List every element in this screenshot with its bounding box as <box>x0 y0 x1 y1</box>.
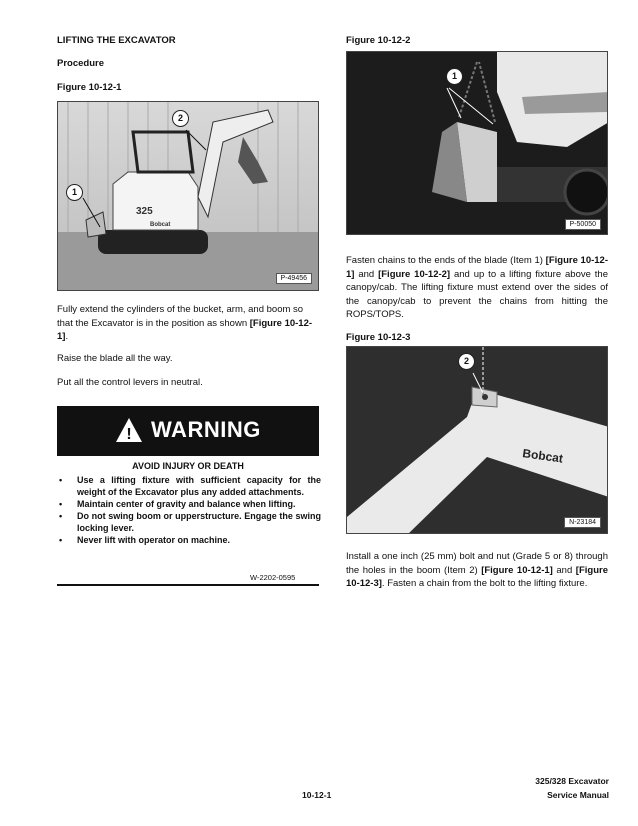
paragraph-fasten-chains: Fasten chains to the ends of the blade (Item 1) [Figure 10-12-1] and [Figure 10-12-2] and up to a lifting fixture above the canopy/cab. The lifting fixture must extend over the sides of the canopy/cab to prevent the chains from hitting the ROPS/TOPS. <box>346 255 609 320</box>
photo-code: P-49456 <box>276 273 312 284</box>
figure-1-label: Figure 10-12-1 <box>57 82 122 93</box>
callout-2: 2 <box>458 353 475 370</box>
callout-2: 2 <box>172 110 189 127</box>
svg-text:!: ! <box>126 426 132 443</box>
figure-ref: [Figure 10-12-1] <box>57 317 313 342</box>
boom-brand-decal: Bobcat <box>521 446 564 466</box>
excavator-photo-illustration <box>58 102 319 291</box>
footer-model: 325/328 Excavator <box>535 776 609 786</box>
section-heading: LIFTING THE EXCAVATOR <box>57 35 176 46</box>
machine-model-decal: 325 <box>136 206 153 217</box>
warning-banner <box>57 406 319 456</box>
photo-code: P-50050 <box>565 219 601 230</box>
warning-code: W-2202-0595 <box>250 573 296 582</box>
footer-manual: Service Manual <box>547 790 609 800</box>
warning-item: • Never lift with operator on machine. <box>57 534 321 546</box>
figure-2-photo <box>346 51 608 235</box>
warning-title: WARNING <box>151 417 261 442</box>
figure-3-photo <box>346 346 608 534</box>
paragraph-raise-blade: Raise the blade all the way. <box>57 353 173 364</box>
procedure-heading: Procedure <box>57 58 104 69</box>
warning-item: • Maintain center of gravity and balance when lifting. <box>57 498 321 510</box>
figure-3-label: Figure 10-12-3 <box>346 332 411 343</box>
boom-bolt-photo-illustration <box>347 347 608 534</box>
warning-list <box>57 474 321 546</box>
warning-triangle-icon <box>115 417 143 443</box>
figure-1-photo <box>57 101 319 291</box>
warning-subtitle: AVOID INJURY OR DEATH <box>132 461 244 471</box>
warning-item: • Use a lifting fixture with sufficient capacity for the weight of the Excavator plus any added attachments. <box>57 474 321 498</box>
page-number: 10-12-1 <box>302 790 332 800</box>
machine-brand-decal: Bobcat <box>150 222 171 228</box>
warning-item: • Do not swing boom or upperstructure. Engage the swing locking lever. <box>57 510 321 534</box>
callout-1: 1 <box>446 68 463 85</box>
paragraph-extend-cylinders: Fully extend the cylinders of the bucket, arm, and boom so that the Excavator is in the position as shown [Figure 10-12-1]. <box>57 304 313 342</box>
photo-code: N-23184 <box>564 517 601 528</box>
blade-chain-photo-illustration <box>347 52 608 235</box>
figure-ref: [Figure 10-12-3] <box>346 564 608 589</box>
figure-ref: [Figure 10-12-2] <box>378 268 451 280</box>
paragraph-control-levers: Put all the control levers in neutral. <box>57 377 203 388</box>
figure-ref: [Figure 10-12-1] <box>346 255 609 280</box>
callout-1: 1 <box>66 184 83 201</box>
figure-ref: [Figure 10-12-1] <box>481 564 553 576</box>
figure-2-label: Figure 10-12-2 <box>346 35 411 46</box>
warning-divider <box>57 584 319 586</box>
paragraph-install-bolt: Install a one inch (25 mm) bolt and nut (Grade 5 or 8) through the holes in the boom (Item 2) [Figure 10-12-1] and [Figure 10-12-3]. Fasten a chain from the bolt to the lifting fixture. <box>346 551 608 589</box>
